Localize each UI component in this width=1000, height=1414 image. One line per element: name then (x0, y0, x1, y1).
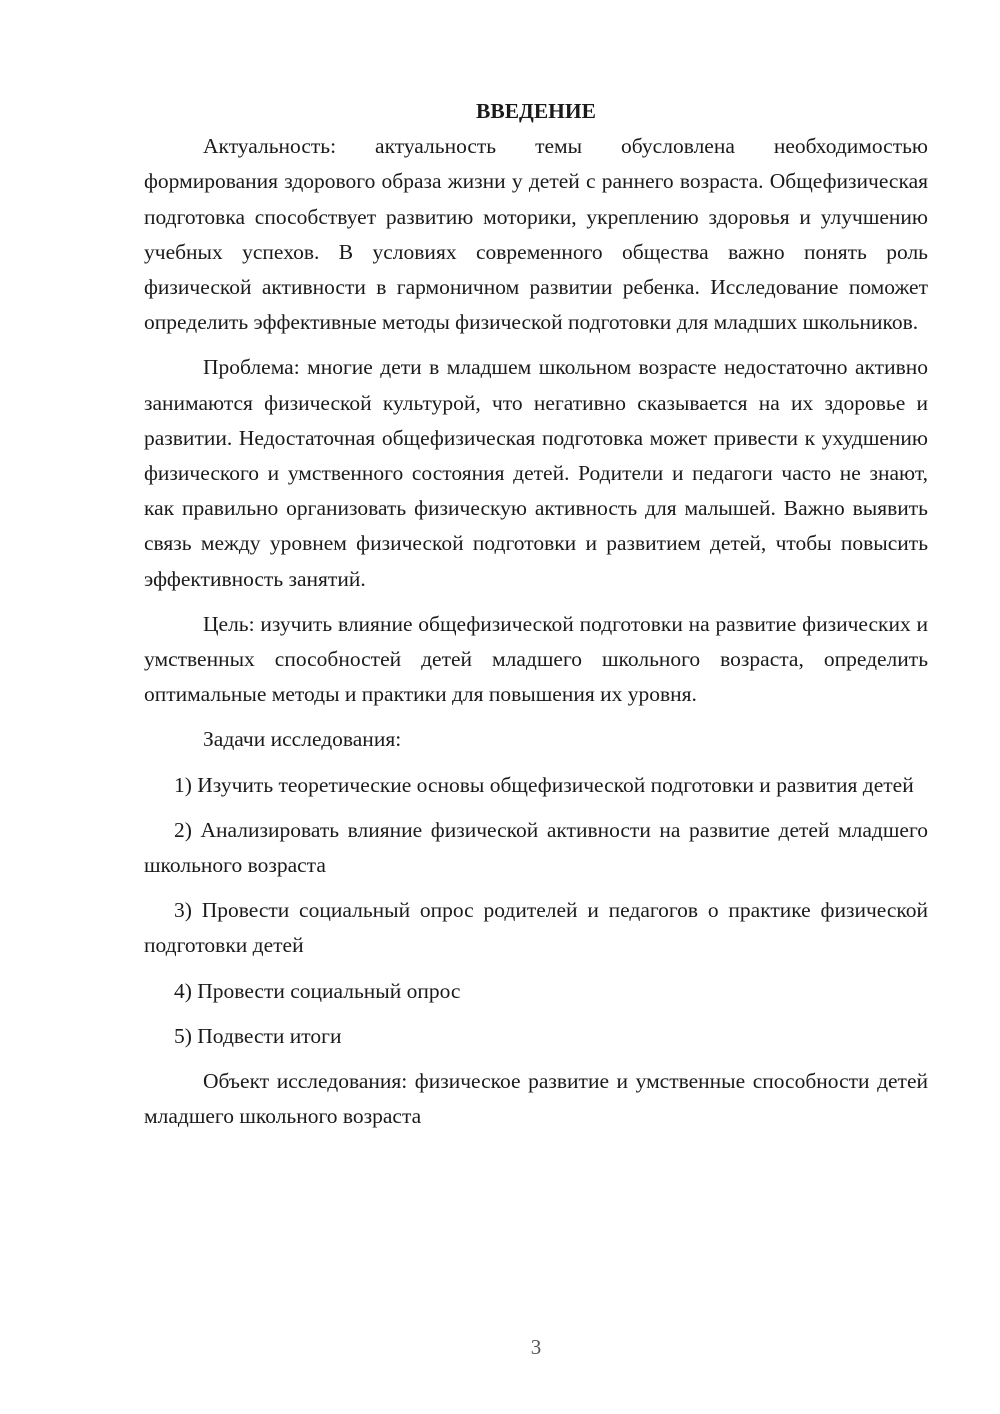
section-heading: ВВЕДЕНИЕ (476, 99, 596, 123)
relevance-paragraph: Актуальность: актуальность темы обусловлена необходимостью формирования здорового образа жизни у детей с раннего возраста. Общефизическая подготовка способствует развитию моторики, укреплению здоровья и улучшению учебных успехов. В условиях современного общества важно понять роль физической активности в гармоничном развитии ребенка. Исследование поможет определить эффективные методы физической подготовки для младших школьников. (144, 134, 928, 335)
problem-paragraph: Проблема: многие дети в младшем школьном возрасте недостаточно активно занимаются физической культурой, что негативно сказывается на их здоровье и развитии. Недостаточная общефизическая подготовка может привести к ухудшению физического и умственного состояния детей. Родители и педагоги часто не знают, как правильно организовать физическую активность для малышей. Важно выявить связь между уровнем физической подготовки и развитием детей, чтобы повысить эффективность занятий. (144, 355, 928, 591)
tasks-title: Задачи исследования: (203, 727, 402, 752)
tasks-list (144, 768, 928, 1054)
task-item: 5) Подвести итоги (174, 1023, 342, 1048)
task-item: 4) Провести социальный опрос (174, 978, 461, 1003)
task-item: 2) Анализировать влияние физической активности на развитие детей младшего школьного возраста (144, 817, 928, 878)
task-item: 3) Провести социальный опрос родителей и педагогов о практике физической подготовки детей (144, 898, 928, 958)
goal-paragraph: Цель: изучить влияние общефизической подготовки на развитие физических и умственных способностей детей младшего школьного возраста, определить оптимальные методы и практики для повышения их уровня. (144, 611, 928, 707)
page-number: 3 (530, 1335, 542, 1359)
task-item: 1) Изучить теоретические основы общефизической подготовки и развития детей (174, 772, 914, 797)
page-content (144, 94, 928, 1144)
object-paragraph: Объект исследования: физическое развитие и умственные способности детей младшего школьного возраста (144, 1069, 928, 1129)
